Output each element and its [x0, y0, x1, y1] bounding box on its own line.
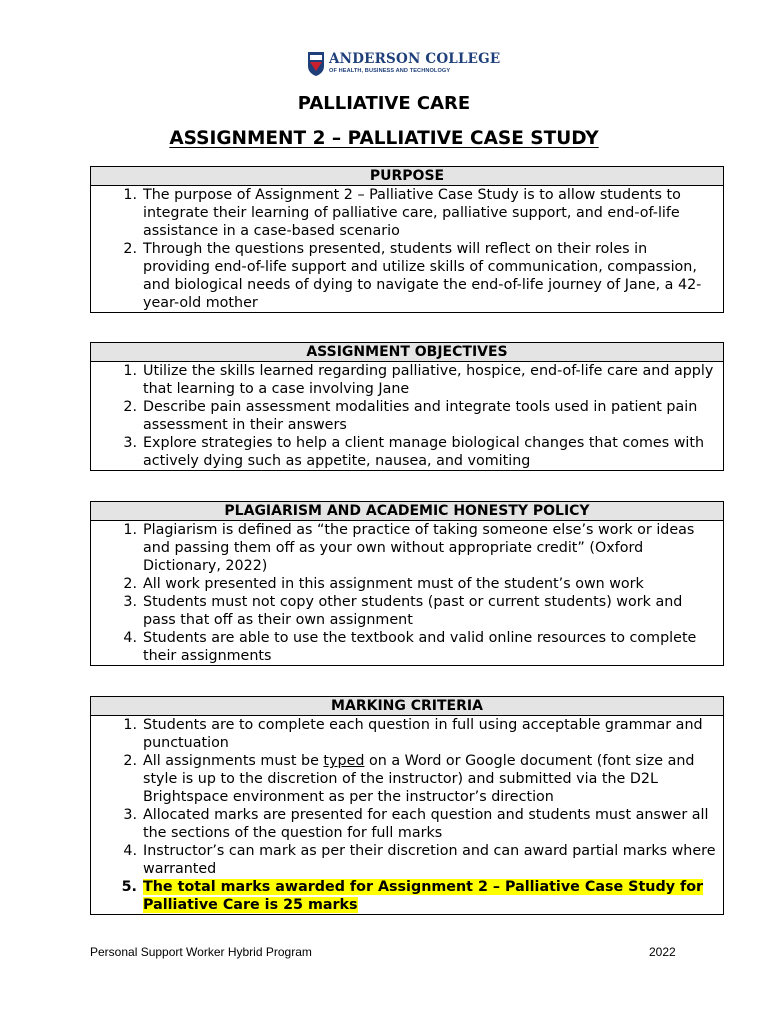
list-item [91, 240, 723, 312]
item-text: Instructor’s can mark as per their discretion and can award partial marks where warranted [143, 843, 716, 877]
item-number: 4. [123, 843, 137, 859]
list-item [91, 629, 723, 665]
item-number: 1. [123, 187, 137, 203]
subtitle-text: ASSIGNMENT 2 – PALLIATIVE CASE STUDY [169, 128, 599, 149]
item-number: 1. [123, 363, 137, 379]
item-number: 1. [123, 717, 137, 733]
item-number: 4. [123, 630, 137, 646]
purpose-list [91, 186, 723, 312]
item-number: 2. [123, 241, 137, 257]
logo-college-subtitle: OF HEALTH, BUSINESS AND TECHNOLOGY [329, 67, 451, 74]
item-text: Describe pain assessment modalities and integrate tools used in patient pain assessment in their answers [143, 399, 698, 433]
marking-heading: MARKING CRITERIA [91, 697, 723, 716]
item-text: Students are to complete each question in full using acceptable grammar and punctuation [143, 717, 703, 751]
objectives-section [90, 342, 724, 471]
marking-section [90, 696, 724, 915]
list-item [91, 521, 723, 575]
footer-program: Personal Support Worker Hybrid Program [90, 945, 312, 959]
item-text: Plagiarism is defined as “the practice of taking someone else’s work or ideas and passing them off as your own without appropriate credit” (Oxford Dictionary, 2022) [143, 522, 695, 574]
list-item [91, 398, 723, 434]
objectives-heading: ASSIGNMENT OBJECTIVES [91, 343, 723, 362]
list-item [91, 575, 723, 593]
item-number: 3. [123, 594, 137, 610]
purpose-section [90, 166, 724, 313]
item-number: 1. [123, 522, 137, 538]
plagiarism-heading: PLAGIARISM AND ACADEMIC HONESTY POLICY [91, 502, 723, 521]
document-title: PALLIATIVE CARE [297, 93, 471, 114]
item-text: Explore strategies to help a client manage biological changes that comes with actively dying such as appetite, nausea, and vomiting [143, 435, 705, 469]
item-number: 2. [123, 399, 137, 415]
item-text [143, 878, 723, 914]
item-number: 3. [123, 435, 137, 451]
highlighted-total-marks: The total marks awarded for Assignment 2 – Palliative Case Study for Palliative Care is 25 marks [143, 879, 704, 913]
item-number: 5. [121, 879, 137, 895]
list-item-highlighted [91, 878, 723, 914]
shield-logo-icon [307, 51, 325, 77]
list-item [91, 752, 723, 806]
college-logo [307, 50, 500, 78]
item-text: Utilize the skills learned regarding palliative, hospice, end-of-life care and apply that learning to a case involving Jane [143, 363, 714, 397]
plagiarism-list [91, 521, 723, 665]
item-text: All work presented in this assignment must of the student’s own work [143, 576, 644, 592]
item-text: Students must not copy other students (past or current students) work and pass that off as their own assignment [143, 594, 683, 628]
list-item [91, 806, 723, 842]
purpose-heading: PURPOSE [91, 167, 723, 186]
marking-list [91, 716, 723, 914]
item-text: Allocated marks are presented for each question and students must answer all the sections of the question for full marks [143, 807, 709, 841]
footer-year: 2022 [649, 945, 676, 959]
item-text: The purpose of Assignment 2 – Palliative Case Study is to allow students to integrate their learning of palliative care, palliative support, and end-of-life assistance in a case-based scenario [143, 187, 681, 239]
list-item [91, 362, 723, 398]
item-text-post: on a Word or Google document (font size and style is up to the discretion of the instructor) and submitted via the D2L Brightspace environment as per the instructor’s direction [143, 753, 695, 805]
list-item [91, 716, 723, 752]
objectives-list [91, 362, 723, 470]
item-number: 3. [123, 807, 137, 823]
item-number: 2. [123, 576, 137, 592]
item-text [143, 752, 723, 806]
list-item [91, 186, 723, 240]
plagiarism-section [90, 501, 724, 666]
item-number: 2. [123, 753, 137, 769]
document-subtitle [0, 128, 768, 149]
underlined-word: typed [323, 753, 365, 769]
logo-college-name: ANDERSON COLLEGE [329, 51, 501, 68]
list-item [91, 842, 723, 878]
item-text-pre: All assignments must be [143, 753, 324, 769]
list-item [91, 434, 723, 470]
item-text: Students are able to use the textbook and valid online resources to complete their assignments [143, 630, 697, 664]
list-item [91, 593, 723, 629]
item-text: Through the questions presented, students will reflect on their roles in providing end-of-life support and utilize skills of communication, compassion, and biological needs of dying to navigate the end-of-life journey of Jane, a 42-year-old mother [143, 241, 702, 311]
